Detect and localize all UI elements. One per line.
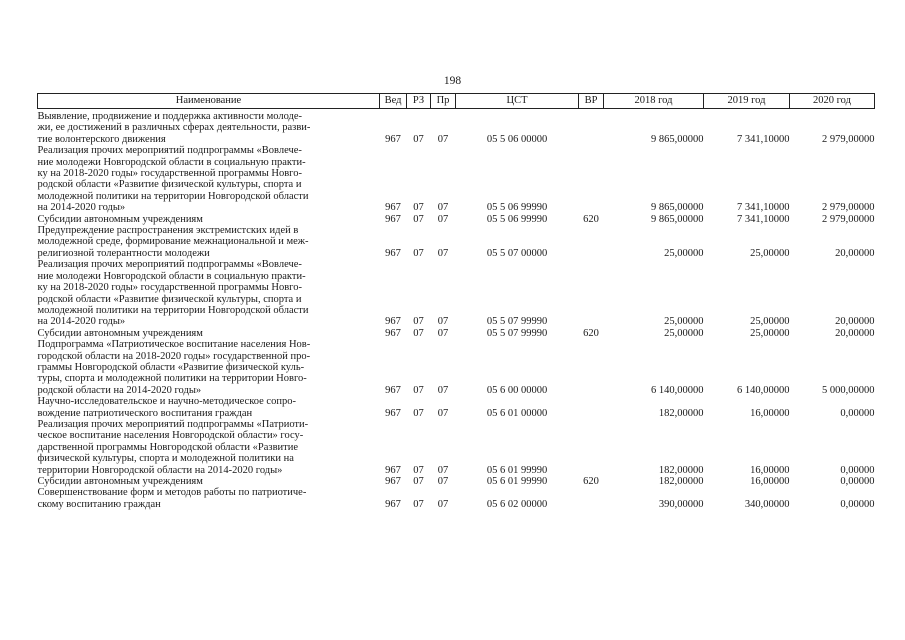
table-row [38, 109, 875, 146]
row-2020: 20,00000 [835, 327, 875, 339]
row-vr: 620 [583, 476, 599, 487]
row-cst: 05 5 06 99990 [486, 202, 548, 214]
row-pr: 07 [437, 213, 449, 225]
row-ved: 967 [385, 476, 401, 487]
row-2020: 5 000,00000 [822, 384, 875, 396]
header-rz: РЗ [407, 94, 431, 109]
row-2019: 16,00000 [750, 407, 790, 419]
row-2020: 2 979,00000 [822, 202, 875, 214]
row-cst: 05 6 01 99990 [486, 476, 548, 487]
row-ved: 967 [385, 133, 401, 145]
row-ved: 967 [385, 498, 401, 510]
header-vr: ВР [579, 94, 604, 109]
table-row [38, 396, 875, 419]
row-name: Научно-исследовательское и научно-методическое сопро- вождение патриотического воспитания граждан [37, 396, 296, 419]
row-vr: 620 [583, 213, 599, 225]
header-row [38, 94, 875, 109]
row-rz: 07 [413, 464, 424, 476]
row-rz: 07 [413, 476, 424, 487]
table-header [38, 94, 875, 109]
row-pr: 07 [437, 384, 449, 396]
row-2018: 182,00000 [658, 407, 704, 419]
table-row [38, 487, 875, 510]
row-2020: 2 979,00000 [822, 213, 875, 225]
row-rz: 07 [413, 202, 424, 214]
table-row [38, 476, 875, 487]
row-name: Предупреждение распространения экстремистских идей в молодежной среде, формирование межнациональной и меж- религиозной толерантности молодежи [37, 225, 309, 259]
row-name: Совершенствование форм и методов работы по патриотиче- скому воспитанию граждан [37, 487, 307, 510]
row-ved: 967 [385, 384, 401, 396]
header-cst: ЦСТ [456, 94, 579, 109]
row-2018: 9 865,00000 [651, 133, 704, 145]
row-2019: 25,00000 [750, 247, 790, 259]
row-2020: 0,00000 [840, 464, 875, 476]
row-rz: 07 [413, 133, 424, 145]
table-body [38, 109, 875, 511]
row-pr: 07 [437, 327, 449, 339]
header-2019: 2019 год [704, 94, 790, 109]
row-2020: 20,00000 [835, 247, 875, 259]
row-2020: 0,00000 [840, 407, 875, 419]
row-rz: 07 [413, 327, 424, 339]
table-row [38, 225, 875, 259]
row-cst: 05 6 01 99990 [486, 464, 548, 476]
row-ved: 967 [385, 202, 401, 214]
row-pr: 07 [437, 133, 449, 145]
row-2019: 25,00000 [750, 316, 790, 328]
row-2020: 0,00000 [840, 498, 875, 510]
row-rz: 07 [413, 316, 424, 328]
row-2018: 9 865,00000 [651, 202, 704, 214]
row-2019: 16,00000 [750, 476, 790, 487]
row-ved: 967 [385, 316, 401, 328]
row-vr [579, 339, 604, 396]
row-rz: 07 [413, 498, 424, 510]
row-rz: 07 [413, 407, 424, 419]
row-name: Субсидии автономным учреждениям [37, 476, 203, 487]
row-2018: 390,00000 [658, 498, 704, 510]
table-row [38, 328, 875, 339]
row-2020: 2 979,00000 [822, 133, 875, 145]
header-2020: 2020 год [790, 94, 875, 109]
row-vr [579, 419, 604, 476]
budget-table [37, 93, 875, 510]
row-2019: 25,00000 [750, 327, 790, 339]
row-pr: 07 [437, 464, 449, 476]
row-2019: 7 341,10000 [737, 213, 790, 225]
row-ved: 967 [385, 464, 401, 476]
row-cst: 05 5 06 00000 [486, 133, 548, 145]
row-vr [579, 225, 604, 259]
header-pr: Пр [431, 94, 456, 109]
header-ved: Вед [380, 94, 407, 109]
row-2018: 182,00000 [658, 476, 704, 487]
table-row [38, 145, 875, 213]
row-cst: 05 6 01 00000 [486, 407, 548, 419]
row-ved: 967 [385, 213, 401, 225]
row-vr [579, 109, 604, 146]
row-cst: 05 5 07 99990 [486, 327, 548, 339]
row-2020: 0,00000 [840, 476, 875, 487]
page-number: 198 [443, 75, 462, 87]
row-name: Реализация прочих мероприятий подпрограммы «Вовлече- ние молодежи Новгородской области в социальную практи- ку на 2018-2020 годы» государственной программы Новго- родской области «Развитие физической культуры, спорта и молодежной политики на территории Новгородской области на 2014-2020 годы» [37, 259, 309, 328]
row-2019: 16,00000 [750, 464, 790, 476]
row-rz: 07 [413, 213, 424, 225]
row-2019: 7 341,10000 [737, 202, 790, 214]
row-2018: 25,00000 [664, 316, 704, 328]
row-vr: 620 [583, 327, 599, 339]
row-vr [579, 487, 604, 510]
row-pr: 07 [437, 202, 449, 214]
table-row [38, 339, 875, 396]
row-2018: 25,00000 [664, 247, 704, 259]
row-name: Выявление, продвижение и поддержка активности молоде- жи, ее достижений в различных сферах деятельности, разви- тие волонтерского движения [37, 111, 311, 145]
table-row [38, 419, 875, 476]
table-row [38, 214, 875, 225]
row-ved: 967 [385, 247, 401, 259]
row-name: Субсидии автономным учреждениям [37, 327, 203, 339]
row-pr: 07 [437, 247, 449, 259]
row-pr: 07 [437, 407, 449, 419]
row-ved: 967 [385, 407, 401, 419]
row-2019: 6 140,00000 [737, 384, 790, 396]
row-2018: 25,00000 [664, 327, 704, 339]
row-name: Реализация прочих мероприятий подпрограммы «Вовлече- ние молодежи Новгородской области в социальную практи- ку на 2018-2020 годы» государственной программы Новго- родской области «Развитие физической культуры, спорта и молодежной политики на территории Новгородской области на 2014-2020 годы» [37, 145, 309, 214]
row-cst: 05 6 00 00000 [486, 384, 548, 396]
row-vr [579, 145, 604, 213]
row-2018: 6 140,00000 [651, 384, 704, 396]
row-2019: 7 341,10000 [737, 133, 790, 145]
row-name: Реализация прочих мероприятий подпрограммы «Патриоти- ческое воспитание населения Новгородской области» госу- дарственной программы Новгородской области «Развитие физической культуры, спорта и молодежной политики на территории Новгородской области на 2014-2020 годы» [37, 418, 309, 476]
row-pr: 07 [437, 476, 449, 487]
row-rz: 07 [413, 247, 424, 259]
table-row [38, 259, 875, 327]
row-ved: 967 [385, 327, 401, 339]
row-2020: 20,00000 [835, 316, 875, 328]
row-pr: 07 [437, 498, 449, 510]
row-2019: 340,00000 [744, 498, 790, 510]
row-rz: 07 [413, 384, 424, 396]
row-name: Субсидии автономным учреждениям [37, 213, 203, 225]
row-2018: 9 865,00000 [651, 213, 704, 225]
row-vr [579, 259, 604, 327]
header-2018: 2018 год [604, 94, 704, 109]
header-name: Наименование [38, 94, 380, 109]
row-vr [579, 396, 604, 419]
row-cst: 05 5 07 00000 [486, 247, 548, 259]
row-pr: 07 [437, 316, 449, 328]
row-name: Подпрограмма «Патриотическое воспитание населения Нов- городской области на 2018-2020 годы» государственной про- граммы Новгородской области «Развитие физической куль- туры, спорта и молодежной политики на территории Новго- родской области на 2014-2020 годы» [37, 339, 311, 396]
row-cst: 05 5 06 99990 [486, 213, 548, 225]
row-cst: 05 5 07 99990 [486, 316, 548, 328]
row-2018: 182,00000 [658, 464, 704, 476]
row-cst: 05 6 02 00000 [486, 498, 548, 510]
